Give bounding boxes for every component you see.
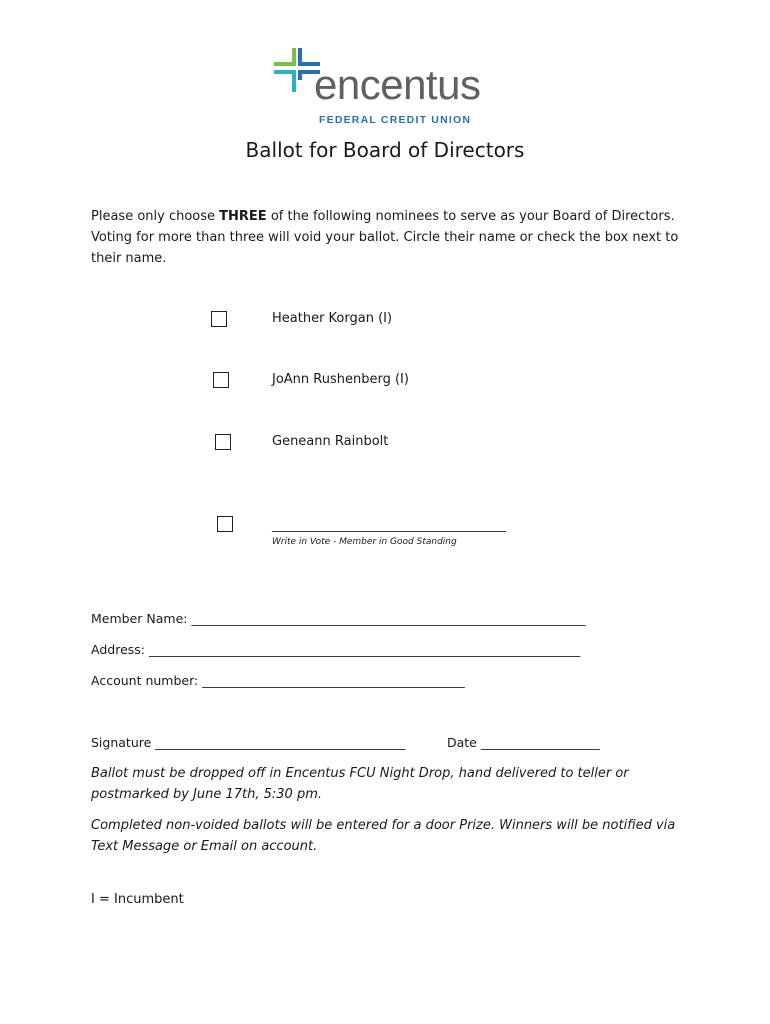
- checkbox-nominee-1[interactable]: [211, 311, 227, 327]
- logo-subtitle: FEDERAL CREDIT UNION: [319, 114, 472, 126]
- prize-note: Completed non-voided ballots will be entered for a door Prize. Winners will be notified via Text Message or Email on account.: [91, 818, 676, 854]
- checkbox-nominee-3[interactable]: [215, 434, 231, 450]
- instructions: [91, 206, 691, 269]
- page-title: Ballot for Board of Directors: [245, 138, 525, 162]
- instructions-emphasis: THREE: [219, 209, 267, 224]
- address-field[interactable]: Address: _____________________________________________________________________: [91, 642, 581, 657]
- member-name-field[interactable]: Member Name: _______________________________________________________________: [91, 611, 586, 626]
- nominee-name: Geneann Rainbolt: [272, 434, 389, 449]
- account-number-field[interactable]: Account number: __________________________________________: [91, 673, 465, 688]
- nominee-name: Heather Korgan (I): [272, 311, 393, 326]
- checkbox-write-in[interactable]: [217, 516, 233, 532]
- signature-field[interactable]: Signature ________________________________________: [91, 735, 406, 750]
- checkbox-nominee-2[interactable]: [213, 372, 229, 388]
- nominee-name: JoAnn Rushenberg (I): [272, 372, 409, 387]
- encentus-logo: [272, 44, 512, 128]
- logo-wordmark: encentus: [314, 61, 481, 108]
- date-field[interactable]: Date ___________________: [447, 735, 600, 750]
- write-in-line[interactable]: _______________________________________: [272, 518, 506, 532]
- instructions-after: of the following nominees to serve as your Board of Directors. Voting for more than three will void your ballot. Circle their name or check the box next to their name.: [91, 209, 679, 266]
- dropoff-note: Ballot must be dropped off in Encentus FCU Night Drop, hand delivered to teller or postmarked by June 17th, 5:30 pm.: [91, 766, 629, 802]
- incumbent-legend: I = Incumbent: [91, 892, 184, 907]
- instructions-before: Please only choose: [91, 209, 220, 224]
- write-in-note: Write in Vote - Member in Good Standing: [272, 537, 457, 547]
